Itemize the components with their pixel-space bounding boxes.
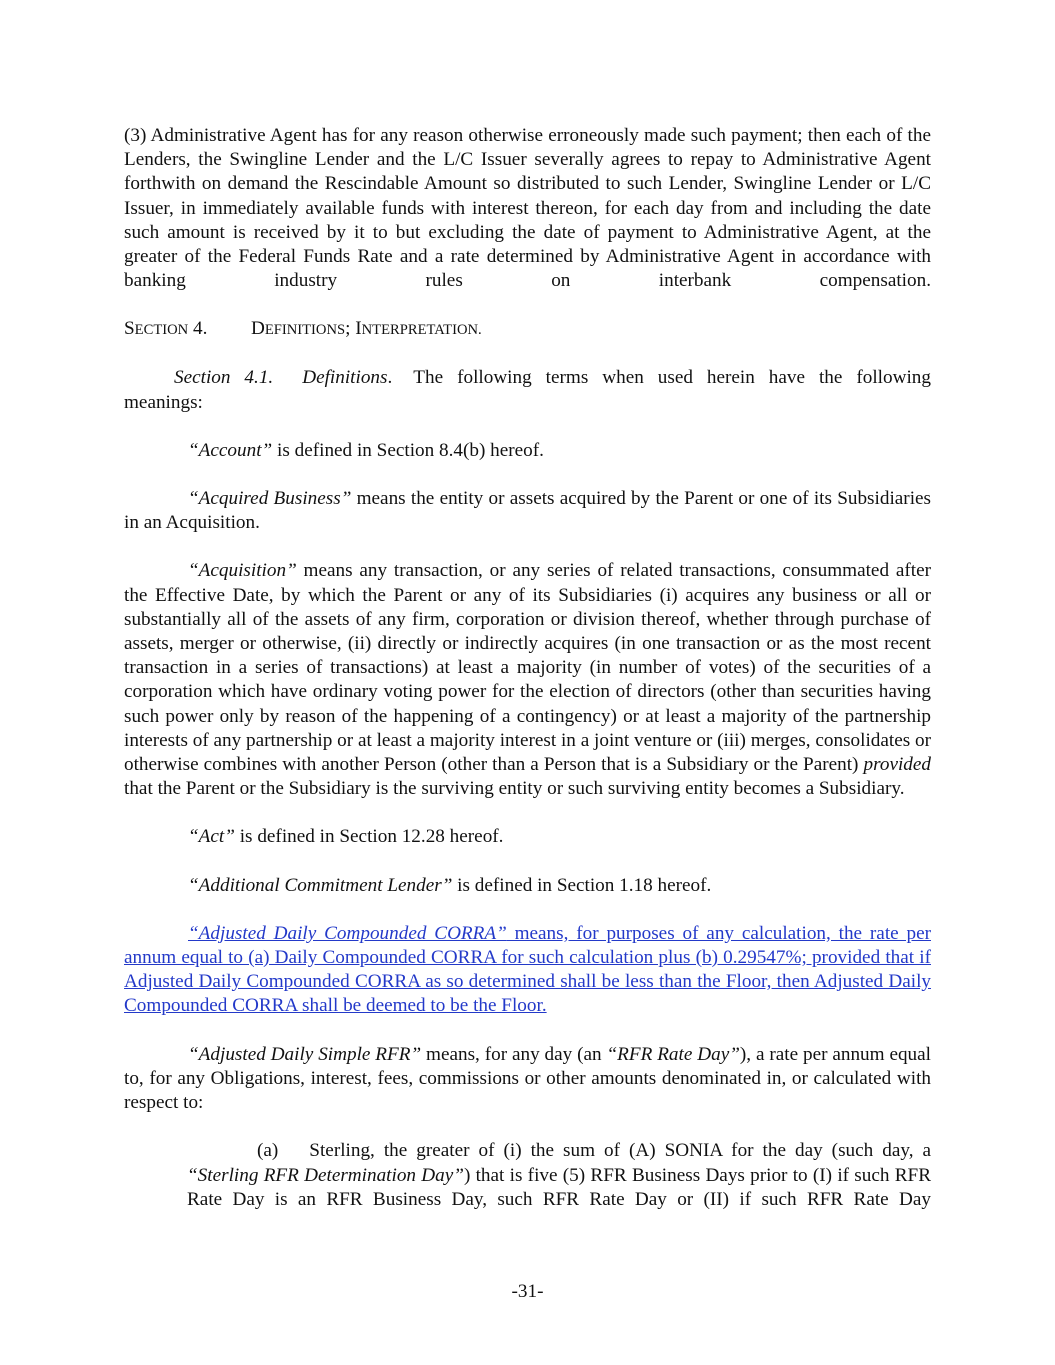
page-number: -31- (511, 1281, 544, 1302)
definition-act: “Act” is defined in Section 12.28 hereof. (188, 826, 504, 848)
intro-paragraph: (3) Administrative Agent has for any reason otherwise erroneously made such payment; then each of the Lenders, the Swingline Lender and the L/C Issuer severally agrees to repay to Administrative Agent forthwith on demand the Rescindable Amount so distributed to such Lender, Swingline Lender or L/C Issuer, in immediately available funds with interest thereon, for each day from and including the date such amount is received by it to but excluding the date of payment to Administrative Agent, at the greater of the Federal Funds Rate and a rate determined by Administrative Agent in accordance with banking industry rules on interbank compensation. (124, 125, 931, 292)
section-4-heading: SECTION 4. DEFINITIONS; INTERPRETATION. (124, 318, 482, 340)
definition-additional-commitment-lender: “Additional Commitment Lender” is defined in Section 1.18 hereof. (188, 874, 712, 896)
definition-adjusted-daily-compounded-corra: “Adjusted Daily Compounded CORRA” means, for purposes of any calculation, the rate per annum equal to (a) Daily Compounded CORRA for such calculation plus (b) 0.29547%; provided that if Adjusted Daily Compounded CORRA as so determined shall be less than the Floor, then Adjusted Daily Compounded CORRA shall be deemed to be the Floor. (124, 922, 931, 1017)
section-4-1-paragraph: Section 4.1. Definitions. The following terms when used herein have the following meanings: (124, 367, 931, 413)
definition-acquired-business: “Acquired Business” means the entity or assets acquired by the Parent or one of its Subsidiaries in an Acquisition. (124, 488, 932, 534)
section-4-1-title: Definitions (302, 367, 388, 389)
definition-adjusted-daily-simple-rfr: “Adjusted Daily Simple RFR” means, for any day (an “RFR Rate Day”), a rate per annum equal to, for any Obligations, interest, fees, commissions or other amounts denominated in, or calculated with respect to: (124, 1043, 931, 1114)
clause-label: (a) (257, 1140, 279, 1162)
document-page (124, 124, 931, 1212)
section-4-1-number: Section 4.1. (174, 367, 274, 389)
clause-a-sterling: (a) Sterling, the greater of (i) the sum of (A) SONIA for the day (such day, a “Sterling RFR Determination Day”) that is five (5) RFR Business Days prior to (I) if such RFR Rate Day is an RFR Business Day, such RFR Rate Day or (II) if such RFR Rate Day (187, 1140, 931, 1210)
definition-account: “Account” is defined in Section 8.4(b) hereof. (188, 439, 544, 461)
definition-acquisition: “Acquisition” means any transaction, or any series of related transactions, consummated after the Effective Date, by which the Parent or any of its Subsidiaries (i) acquires any business or all or substantially all of the assets of any firm, corporation or division thereof, whether through purchase of assets, merger or otherwise, (ii) directly or indirectly acquires (in one transaction or as the most recent transaction in a series of transactions) at least a majority (in number of votes) of the securities of a corporation which have ordinary voting power for the election of directors (other than securities having such power only by reason of the happening of a contingency) or at least a majority of the partnership interests of any partnership or at least a majority interest in a joint venture or (iii) merges, consolidates or otherwise combines with another Person (other than a Person that is a Subsidiary or the Parent) provided that the Parent or the Subsidiary is the surviving entity or such surviving entity becomes a Subsidiary. (124, 560, 931, 800)
